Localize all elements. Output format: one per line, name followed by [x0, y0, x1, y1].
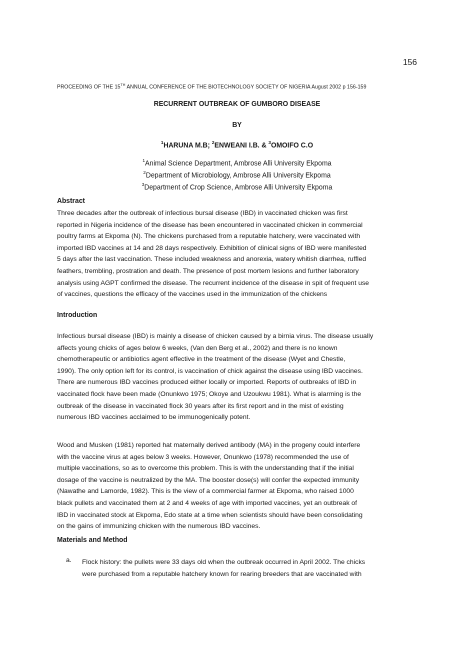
author-1-sup: 1: [160, 140, 164, 145]
paragraph-line: chemotherapeutic or antibiotics agent effective in the treatment of the disease (Wyet and Chestle,: [57, 356, 346, 364]
abstract-body: [57, 208, 417, 301]
affiliation-2-sup: 2: [143, 170, 146, 175]
affiliation-2-text: Department of Microbiology, Ambrose Alli University Ekpoma: [145, 172, 331, 180]
paragraph-line: black pullets and vaccinated them at 2 and 4 weeks of age with imported vaccines, yet an outbreak of: [57, 499, 357, 507]
list-item-line: were purchased from a reputable hatchery known for rearing breeders that are vaccinated with: [82, 570, 362, 578]
list-item-line: Flock history: the pullets were 33 days old when the outbreak occurred in April 2002. The chicks: [82, 559, 366, 566]
proceedings-header: [57, 83, 417, 91]
paragraph-line: dosage of the vaccine is neutralized by the MA. The booster dose(s) will confer the expected immunity: [57, 476, 360, 484]
abstract-heading: Abstract: [57, 198, 85, 205]
paragraph-line: (Nawathe and Lamorde, 1982). This is the view of a commercial farmer at Ekpoma, who raised 1000: [57, 488, 354, 496]
abstract-line: imported IBD vaccines at 14 and 28 days respectively. Exhibition of clinical signs of IBD were manifested: [57, 244, 367, 252]
introduction-paragraph-1: [57, 331, 417, 424]
author-3-sup: 3: [268, 140, 271, 145]
proceedings-ordinal: TH: [120, 83, 126, 87]
proceedings-text-post: ANNUAL CONFERENCE OF THE BIOTECHNOLOGY SOCIETY OF NIGERIA August 2002 p 156-159: [125, 84, 367, 91]
paragraph-line: numerous IBD vaccines acclaimed to be immunogenically potent.: [57, 414, 251, 422]
paragraph-line: multiple vaccinations, so as to overcome this problem. This is with the understanding that if the initial: [57, 465, 354, 473]
abstract-line: 5 days after the last vaccination. These included weakness and anorexia, watery whitish diarrhea, ruffled: [57, 256, 367, 264]
abstract-line: reported in Nigeria incidence of the disease has been encountered in vaccinated chicken in commercial: [57, 221, 363, 229]
page-number: 156: [402, 57, 417, 67]
paragraph-line: Infectious bursal disease (IBD) is mainly a disease of chicken caused by a birnia virus. The disease usually: [57, 333, 374, 340]
list-marker: a.: [66, 557, 72, 564]
paragraph-line: affects young chicks of ages below 6 weeks, (Van den Berg et al., 2002) and there is no known: [57, 344, 338, 352]
paragraph-line: 1990). The only option left for its control, is vaccination of chick against the disease using IBD vaccines.: [57, 367, 363, 375]
author-3: OMOIFO C.O: [270, 142, 314, 150]
paragraph-line: There are numerous IBD vaccines produced either locally or imported. Reports of outbreaks of IBD in: [57, 379, 357, 387]
paragraph-line: outbreak of the disease in vaccinated flock 30 years after its first report and in the mist of existing: [57, 402, 344, 410]
author-list: [57, 140, 417, 149]
materials-heading: Materials and Method: [57, 537, 128, 544]
affiliation-3-text: Department of Crop Science, Ambrose Alli University Ekpoma: [144, 184, 333, 192]
affiliation-1-text: Animal Science Department, Ambrose Alli University Ekpoma: [145, 160, 332, 168]
affiliation-3-sup: 3: [141, 182, 145, 187]
abstract-line: poultry farms at Ekpoma (N). The chickens purchased from a reputable hatchery, were vaccinated with: [57, 233, 361, 241]
abstract-line: analysis using AGPT confirmed the disease. The recurrent incidence of the disease in spit of frequent use: [57, 279, 370, 287]
affiliation-2: [57, 170, 417, 179]
paragraph-line: vaccinated flock have been made (Onunkwo 1975; Okoye and Uzoukwu 1981). What is alarming is the: [57, 390, 362, 398]
proceedings-text-pre: PROCEEDING OF THE 15: [57, 84, 121, 91]
affiliation-3: [57, 182, 417, 191]
introduction-heading: Introduction: [57, 312, 98, 319]
affiliation-1-sup: 1: [142, 158, 146, 163]
paper-title: RECURRENT OUTBREAK OF GUMBORO DISEASE: [153, 101, 321, 108]
paragraph-line: on the gains of immunizing chicken with the numerous IBD vaccines.: [57, 523, 261, 531]
paragraph-line: IBD in vaccinated stock at Ekpoma, Edo state at a time when scientists should have been consolidating: [57, 511, 363, 519]
author-1: HARUNA M.B;: [163, 142, 212, 150]
by-line: BY: [232, 122, 242, 129]
introduction-paragraph-2: [57, 440, 417, 533]
affiliation-1: [57, 158, 417, 167]
paragraph-line: Wood and Musken (1981) reported hat maternally derived antibody (MA) in the progeny could interfere: [57, 442, 361, 449]
list-item: [82, 557, 417, 580]
paragraph-line: with the vaccine virus at ages below 3 weeks. However, Onunkwo (1978) recommended the use of: [57, 453, 349, 461]
author-2: ENWEANI I.B. &: [214, 142, 269, 150]
abstract-line: of vaccines, questions the efficacy of the vaccines used in the immunization of the chickens: [57, 291, 328, 299]
abstract-line: Three decades after the outbreak of infectious bursal disease (IBD) in vaccinated chicken was first: [57, 210, 348, 217]
author-2-sup: 2: [211, 140, 215, 145]
abstract-line: feathers, trembling, prostration and death. The presence of post mortem lesions and further laboratory: [57, 267, 359, 275]
